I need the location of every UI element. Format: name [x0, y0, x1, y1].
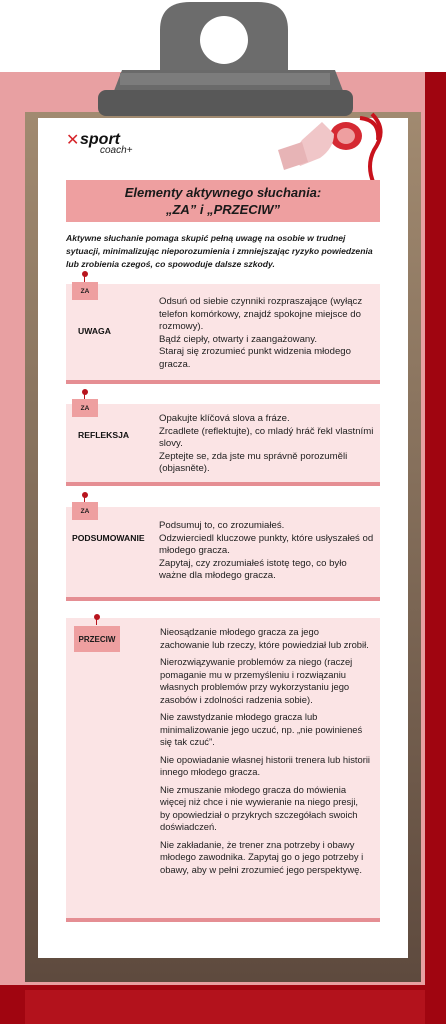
pin-stem: [96, 619, 97, 625]
tag-przeciw: PRZECIW: [74, 626, 120, 652]
clipboard-base: [25, 990, 425, 1024]
pin-icon: [82, 492, 88, 498]
section-line: Odsuń od siebie czynniki rozpraszające (wyłącz telefon komórkowy, znajdź spokojne miejsce do rozmowy).: [159, 296, 363, 332]
section-bottom-bar: [66, 597, 380, 601]
section-bottom-bar: [66, 482, 380, 486]
tag-za: ZA: [72, 282, 98, 300]
section-text-uwaga: [159, 296, 377, 371]
section-line: Bądź ciepły, otwarty i zaangażowany.: [159, 333, 318, 345]
section-line: Nie zawstydzanie młodego gracza lub minimalizowanie jego uczuć, np. „nie powinieneś się tak czuć”.: [160, 711, 363, 747]
section-line: Zrcadlete (reflektujte), co mladý hráč řekl vlastními slovy.: [159, 425, 374, 449]
pin-icon: [94, 614, 100, 620]
section-text-refleksja: [159, 413, 377, 476]
section-text-przeciw: [160, 626, 370, 881]
section-line: Staraj się zrozumieć punkt widzenia młodego gracza.: [159, 346, 351, 370]
section-bottom-bar: [66, 918, 380, 922]
tag-za: ZA: [72, 399, 98, 417]
section-line: Opakujte klíčová slova a fráze.: [159, 413, 290, 424]
tag-za: ZA: [72, 502, 98, 520]
section-line: Zeptejte se, zda jste mu správně porozuměli (objasněte).: [159, 450, 348, 474]
section-line: Podsumuj to, co zrozumiałeś.: [159, 520, 285, 531]
clipboard-edge: [425, 72, 446, 1024]
whistle-icon: [262, 110, 392, 185]
pin-icon: [82, 271, 88, 277]
section-label-refleksja: REFLEKSJA: [78, 430, 130, 440]
pin-icon: [82, 389, 88, 395]
intro-text: Aktywne słuchanie pomaga skupić pełną uwagę na osobie w trudnej sytuacji, minimalizując nieporozumienia i zmniejszając ryzyko powiedzenia lub zrobienia czegoś, co spowoduje dalsze szkody.: [66, 233, 373, 269]
section-text-podsumowanie: [159, 520, 377, 583]
section-line: Nierozwiązywanie problemów za niego (raczej pomaganie mu w przemyśleniu i rozwiązaniu własnych problemów przy wykorzystaniu jego zasobów i zdolności radzenia sobie).: [160, 656, 353, 705]
section-label-podsumowanie: PODSUMOWANIE: [72, 533, 145, 543]
logo-coach-text: coach+: [100, 145, 133, 156]
logo-sport-text: sport: [80, 131, 120, 148]
title-banner: [66, 180, 380, 222]
section-line: Odzwierciedl kluczowe punkty, które usłyszałeś od młodego gracza.: [159, 532, 374, 556]
section-line: Zapytaj, czy zrozumiałeś istotę tego, co było ważne dla młodego gracza.: [159, 557, 347, 581]
section-line: Nieosądzanie młodego gracza za jego zachowanie lub rzeczy, które powiedział lub zrobił.: [160, 626, 369, 650]
section-line: Nie opowiadanie własnej historii trenera lub historii innego młodego gracza.: [160, 753, 371, 777]
section-line: Nie zmuszanie młodego gracza do mówienia więcej niż chce i nie wywieranie na niego presji, by opowiedział o przykrych szczegółach swoich doświadczeń.: [160, 783, 359, 832]
section-bottom-bar: [66, 380, 380, 384]
section-line: Nie zakładanie, że trener zna potrzeby i obawy młodego zawodnika. Zapytaj go o jego potrzeby i obawy, aby w pełni zrozumieć jego perspektywę.: [160, 838, 364, 875]
section-label-uwaga: UWAGA: [78, 326, 111, 336]
logo-mark-icon: ✕: [66, 132, 80, 149]
page-title: Elementy aktywnego słuchania: „ZA” i „PRZECIW”: [124, 185, 322, 217]
